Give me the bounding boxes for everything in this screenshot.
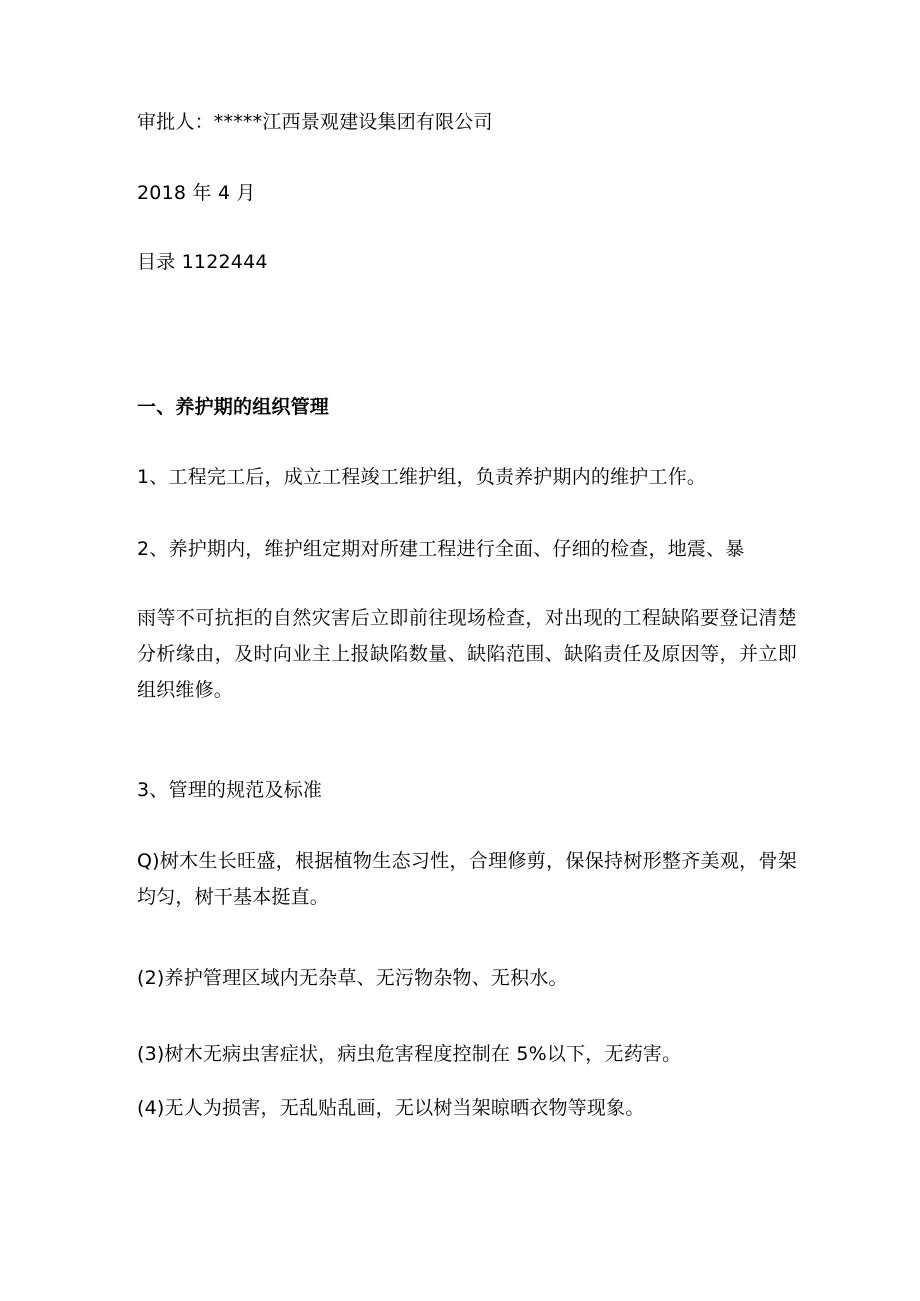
paragraph-item-2-continuation: 雨等不可抗拒的自然灾害后立即前往现场检查，对出现的工程缺陷要登记清楚分析缘由，及时向业主上报缺陷数量、缺陷范围、缺陷责任及原因等，并立即组织维修。 [137,607,797,701]
standard-3: (3)树木无病虫害症状，病虫危害程度控制在 5%以下，无药害。 [137,1043,682,1065]
paragraph-item-1: 1、工程完工后，成立工程竣工维护组，负责养护期内的维护工作。 [137,466,707,488]
paragraph-item-3: 3、管理的规范及标准 [137,779,323,801]
standard-4: (4)无人为损害，无乱贴乱画，无以树当架晾晒衣物等现象。 [137,1097,645,1119]
date-line: 2018 年 4 月 [137,182,256,204]
approver-line: 审批人：*****江西景观建设集团有限公司 [137,111,493,133]
paragraph-item-2-first-line: 2、养护期内，维护组定期对所建工程进行全面、仔细的检查，地震、暴 [137,538,745,560]
toc-line: 目录 1122444 [137,251,268,273]
section-heading: 一、养护期的组织管理 [137,396,330,418]
standard-2: (2)养护管理区域内无杂草、无污物杂物、无积水。 [137,967,568,989]
standard-1: Q)树木生长旺盛，根据植物生态习性，合理修剪，保保持树形整齐美观，骨架均匀，树干基本挺直。 [137,850,797,908]
